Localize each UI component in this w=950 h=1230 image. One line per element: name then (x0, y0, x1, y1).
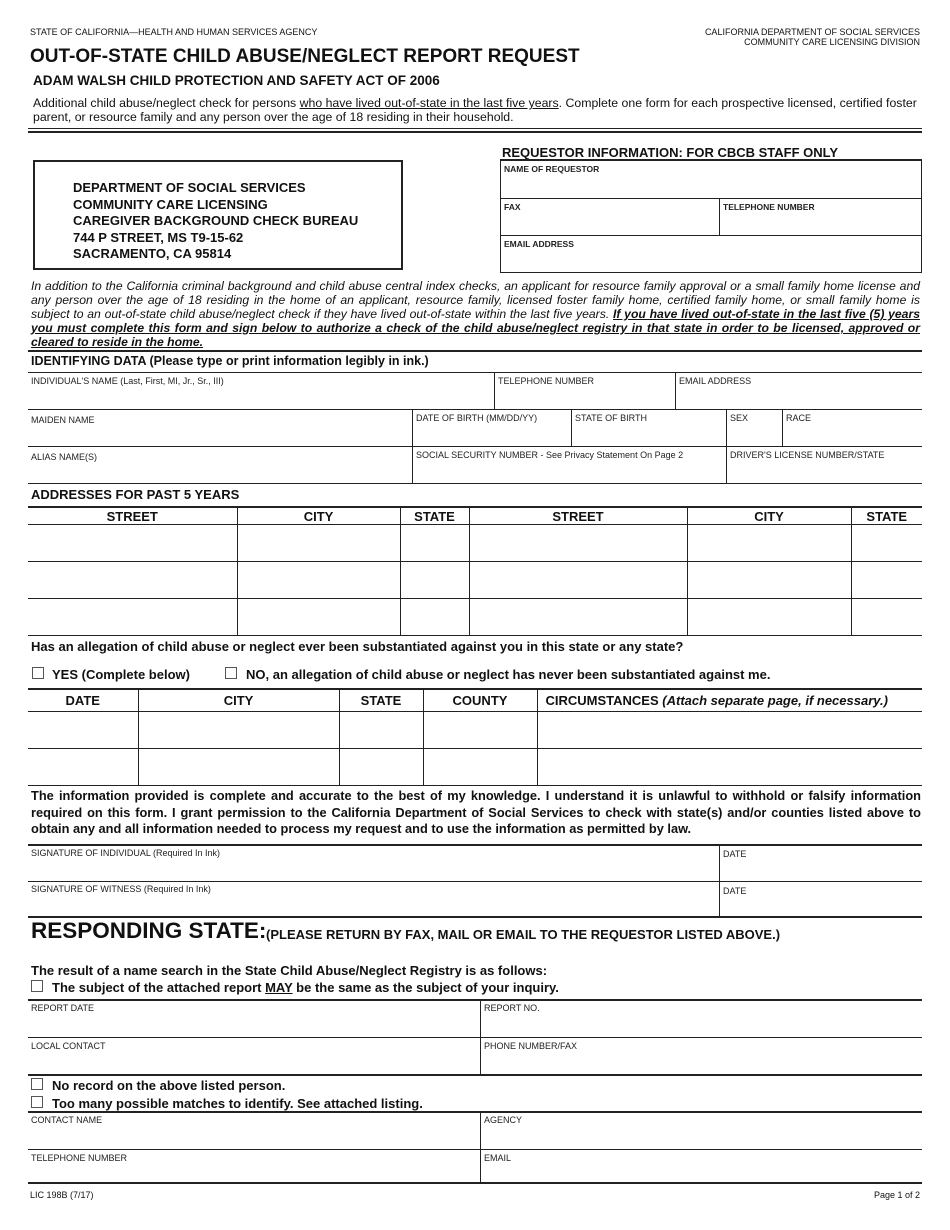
responding-heading: RESPONDING STATE: (31, 918, 267, 943)
date-cell[interactable] (28, 748, 138, 785)
contact-name-field[interactable] (28, 1112, 481, 1150)
date-individual-field[interactable] (719, 845, 922, 882)
addresses-header-row (28, 507, 922, 525)
mailing-address-box (33, 160, 403, 270)
no-record-checkbox[interactable] (31, 1078, 43, 1090)
individual-phone-field[interactable] (494, 372, 676, 410)
instructions-body: In addition to the California criminal background and child abuse central index checks, an applicant for resource family approval or a small family home license and any person over the age of 18 residing in the home of an applicant, resource family, licensed foster family home, certified family home, or small family home is subject to an out-of-state child abuse/neglect check if they have lived out-of-state within the last five years. (31, 279, 920, 321)
individual-email-field[interactable] (675, 372, 922, 410)
department-header (705, 27, 920, 47)
col-city-1: CITY (237, 507, 400, 525)
too-many-label: Too many possible matches to identify. See attached listing. (52, 1096, 423, 1111)
department-line-2: COMMUNITY CARE LICENSING DIVISION (744, 37, 920, 47)
table-row (28, 562, 922, 599)
local-contact-label: LOCAL CONTACT (31, 1041, 106, 1051)
state-cell[interactable] (851, 525, 922, 562)
too-many-checkbox[interactable] (31, 1096, 43, 1108)
dob-field[interactable] (412, 409, 572, 447)
table-row (28, 711, 922, 748)
allegation-header-row (28, 689, 922, 711)
street-cell[interactable] (469, 525, 687, 562)
requestor-phone-field[interactable] (719, 198, 922, 236)
drivers-license-label: DRIVER'S LICENSE NUMBER/STATE (730, 450, 885, 460)
drivers-license-field[interactable] (726, 446, 922, 484)
local-contact-field[interactable] (28, 1037, 481, 1075)
circumstances-cell[interactable] (537, 711, 922, 748)
agency-field[interactable] (480, 1112, 922, 1150)
col-date: DATE (28, 689, 138, 711)
county-cell[interactable] (423, 711, 537, 748)
col-city: CITY (138, 689, 339, 711)
intro-pre: Additional child abuse/neglect check for persons (33, 96, 300, 110)
may-post: be the same as the subject of your inquiry. (292, 980, 559, 995)
addresses-table (28, 506, 922, 636)
requestor-email-field[interactable] (500, 235, 922, 273)
address-line-5: SACRAMENTO, CA 95814 (73, 246, 232, 262)
individual-email-label: EMAIL ADDRESS (679, 376, 752, 386)
state-cell[interactable] (851, 562, 922, 599)
street-cell[interactable] (28, 525, 237, 562)
yes-label: YES (Complete below) (52, 667, 190, 682)
report-no-label: REPORT NO. (484, 1003, 540, 1013)
circumstances-cell[interactable] (537, 748, 922, 785)
col-county: COUNTY (423, 689, 537, 711)
city-cell[interactable] (237, 562, 400, 599)
state-cell[interactable] (339, 748, 423, 785)
instructions-text (31, 279, 920, 349)
responding-telephone-field[interactable] (28, 1149, 481, 1183)
intro-underlined: who have lived out-of-state in the last five years (299, 96, 559, 110)
requestor-heading: REQUESTOR INFORMATION: FOR CBCB STAFF ONLY (502, 145, 839, 160)
responding-telephone-label: TELEPHONE NUMBER (31, 1153, 128, 1163)
state-of-birth-label: STATE OF BIRTH (575, 413, 648, 423)
requestor-fax-label: FAX (504, 202, 521, 212)
intro-post: . Complete one form for each prospective licensed, certified foster parent, or resource family and any person over the age of 18 residing in their household. (33, 96, 917, 124)
state-cell[interactable] (851, 599, 922, 636)
identifying-heading: IDENTIFYING DATA (Please type or print information legibly in ink.) (31, 354, 429, 368)
table-row (28, 748, 922, 785)
col-street-2: STREET (469, 507, 687, 525)
table-row (28, 599, 922, 636)
page-number: Page 1 of 2 (873, 1190, 920, 1200)
requestor-fax-field[interactable] (500, 198, 720, 236)
state-cell[interactable] (400, 562, 469, 599)
date-witness-field[interactable] (719, 881, 922, 917)
individual-name-field[interactable] (28, 372, 495, 410)
no-label: NO, an allegation of child abuse or neglect has never been substantiated against me. (246, 667, 771, 682)
date-witness-label: DATE (723, 886, 747, 896)
col-state: STATE (339, 689, 423, 711)
street-cell[interactable] (28, 562, 237, 599)
address-line-4: 744 P STREET, MS T9-15-62 (73, 229, 244, 245)
alias-label: ALIAS NAME(S) (31, 452, 98, 462)
individual-phone-label: TELEPHONE NUMBER (498, 376, 595, 386)
city-cell[interactable] (138, 748, 339, 785)
allegation-table (28, 688, 922, 786)
report-no-field[interactable] (480, 1000, 922, 1038)
signature-witness-label: SIGNATURE OF WITNESS (Required In Ink) (31, 884, 211, 894)
ssn-field[interactable] (412, 446, 727, 484)
individual-name-label: INDIVIDUAL'S NAME (Last, First, MI, Jr., Sr., III) (31, 376, 224, 386)
requestor-name-field[interactable] (500, 159, 922, 199)
state-of-birth-field[interactable] (571, 409, 727, 447)
report-date-label: REPORT DATE (31, 1003, 95, 1013)
department-line-1: CALIFORNIA DEPARTMENT OF SOCIAL SERVICES (704, 27, 920, 37)
maiden-name-field[interactable] (28, 409, 413, 447)
race-label: RACE (786, 413, 812, 423)
addresses-heading: ADDRESSES FOR PAST 5 YEARS (31, 487, 240, 502)
maiden-name-label: MAIDEN NAME (31, 415, 95, 425)
dob-label: DATE OF BIRTH (MM/DD/YY) (416, 413, 538, 423)
allegation-question: Has an allegation of child abuse or neglect ever been substantiated against you in this state or any state? (31, 639, 684, 654)
race-field[interactable] (782, 409, 922, 447)
street-cell[interactable] (28, 599, 237, 636)
agency-label: AGENCY (484, 1115, 523, 1125)
may-match-label (52, 980, 559, 995)
col-circumstances (537, 689, 922, 711)
sex-field[interactable] (726, 409, 783, 447)
contact-name-label: CONTACT NAME (31, 1115, 103, 1125)
phone-fax-label: PHONE NUMBER/FAX (484, 1041, 578, 1051)
city-cell[interactable] (687, 525, 851, 562)
may-match-checkbox[interactable] (31, 980, 43, 992)
date-cell[interactable] (28, 711, 138, 748)
responding-email-label: EMAIL (484, 1153, 512, 1163)
col-state-2: STATE (851, 507, 922, 525)
ssn-label: SOCIAL SECURITY NUMBER - See Privacy Statement On Page 2 (416, 450, 684, 460)
alias-field[interactable] (28, 446, 413, 484)
state-cell[interactable] (400, 525, 469, 562)
state-cell[interactable] (339, 711, 423, 748)
table-row (28, 525, 922, 562)
city-cell[interactable] (687, 562, 851, 599)
city-cell[interactable] (237, 599, 400, 636)
sex-label: SEX (730, 413, 749, 423)
circumstances-note: (Attach separate page, if necessary.) (662, 692, 888, 708)
may-pre: The subject of the attached report (52, 980, 266, 995)
form-title: OUT-OF-STATE CHILD ABUSE/NEGLECT REPORT REQUEST (30, 46, 580, 67)
certification-text: The information provided is complete and accurate to the best of my knowledge. I understand it is unlawful to withhold or falsify information required on this form. I grant permission to the California Department of Social Services to check with state(s) and/or counties listed above to obtain any and all information needed to process my request and to use the information as permitted by law. (31, 788, 921, 836)
col-city-2: CITY (687, 507, 851, 525)
responding-email-field[interactable] (480, 1149, 922, 1183)
date-individual-label: DATE (723, 849, 747, 859)
instructions-emphasis: If you have lived out-of-state in the last five (5) years you must complete this form and sign below to authorize a check of the child abuse/neglect registry in that state in order to be licensed, approved or cleared to reside in the home. (31, 307, 920, 349)
requestor-name-label: NAME OF REQUESTOR (504, 164, 600, 174)
address-line-3: CAREGIVER BACKGROUND CHECK BUREAU (73, 213, 359, 229)
signature-individual-field[interactable] (28, 845, 720, 882)
signature-witness-field[interactable] (28, 881, 720, 917)
col-street-1: STREET (28, 507, 237, 525)
requestor-email-label: EMAIL ADDRESS (504, 239, 574, 249)
city-cell[interactable] (237, 525, 400, 562)
street-cell[interactable] (469, 562, 687, 599)
city-cell[interactable] (138, 711, 339, 748)
street-cell[interactable] (469, 599, 687, 636)
state-cell[interactable] (400, 599, 469, 636)
no-checkbox[interactable] (225, 667, 237, 679)
circumstances-label: CIRCUMSTANCES (545, 692, 659, 708)
responding-note: (PLEASE RETURN BY FAX, MAIL OR EMAIL TO THE REQUESTOR LISTED ABOVE.) (266, 927, 781, 942)
county-cell[interactable] (423, 748, 537, 785)
yes-checkbox[interactable] (32, 667, 44, 679)
no-record-label: No record on the above listed person. (52, 1078, 286, 1093)
may-word: MAY (265, 980, 293, 995)
form-id: LIC 198B (7/17) (30, 1190, 94, 1200)
city-cell[interactable] (687, 599, 851, 636)
col-state-1: STATE (400, 507, 469, 525)
result-intro: The result of a name search in the State Child Abuse/Neglect Registry is as follows: (31, 963, 548, 978)
phone-fax-field[interactable] (480, 1037, 922, 1075)
address-line-2: COMMUNITY CARE LICENSING (73, 196, 268, 212)
intro-text (33, 96, 923, 124)
form-subtitle: ADAM WALSH CHILD PROTECTION AND SAFETY ACT OF 2006 (33, 73, 440, 88)
agency-name: STATE OF CALIFORNIA—HEALTH AND HUMAN SERVICES AGENCY (30, 27, 318, 37)
report-date-field[interactable] (28, 1000, 481, 1038)
signature-individual-label: SIGNATURE OF INDIVIDUAL (Required In Ink) (31, 848, 221, 858)
requestor-phone-label: TELEPHONE NUMBER (723, 202, 815, 212)
address-line-1: DEPARTMENT OF SOCIAL SERVICES (73, 180, 306, 195)
